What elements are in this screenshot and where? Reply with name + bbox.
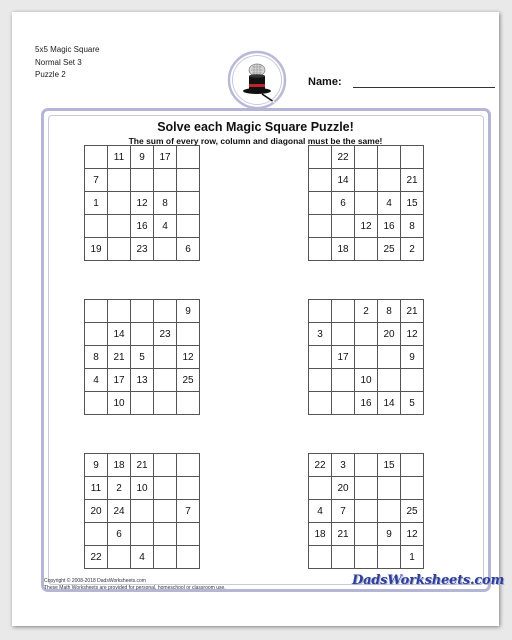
grid-cell[interactable] xyxy=(154,392,177,415)
grid-cell[interactable] xyxy=(309,146,332,169)
worksheet-puzzle-number: Puzzle 2 xyxy=(35,70,66,79)
grid-cell[interactable] xyxy=(309,238,332,261)
name-field[interactable] xyxy=(353,87,495,88)
grid-cell[interactable] xyxy=(332,369,355,392)
grid-cell: 4 xyxy=(131,546,154,569)
grid-cell[interactable] xyxy=(309,215,332,238)
grid-cell[interactable] xyxy=(108,169,131,192)
grid-cell: 17 xyxy=(108,369,131,392)
grid-cell[interactable] xyxy=(85,300,108,323)
grid-cell: 4 xyxy=(378,192,401,215)
grid-cell: 7 xyxy=(332,500,355,523)
grid-cell: 20 xyxy=(85,500,108,523)
grid-cell: 10 xyxy=(108,392,131,415)
grid-cell[interactable] xyxy=(154,500,177,523)
grid-cell: 10 xyxy=(131,477,154,500)
grid-cell: 4 xyxy=(85,369,108,392)
grid-cell[interactable] xyxy=(355,238,378,261)
grid-cell: 16 xyxy=(378,215,401,238)
grid-cell[interactable] xyxy=(177,523,200,546)
grid-cell: 3 xyxy=(332,454,355,477)
magic-square-3 xyxy=(84,299,200,415)
grid-cell: 5 xyxy=(401,392,424,415)
grid-cell: 19 xyxy=(85,238,108,261)
usage-note: These Math Worksheets are provided for personal, homeschool or classroom use. xyxy=(44,585,226,591)
grid-cell[interactable] xyxy=(355,500,378,523)
grid-cell: 21 xyxy=(131,454,154,477)
grid-cell: 12 xyxy=(355,215,378,238)
grid-cell[interactable] xyxy=(177,146,200,169)
grid-cell: 4 xyxy=(154,215,177,238)
copyright-text: Copyright © 2008-2018 DadsWorksheets.com xyxy=(44,578,146,584)
grid-cell: 21 xyxy=(108,346,131,369)
grid-cell: 9 xyxy=(85,454,108,477)
grid-cell: 16 xyxy=(131,215,154,238)
grid-cell: 14 xyxy=(332,169,355,192)
name-label: Name: xyxy=(308,76,342,88)
grid-cell[interactable] xyxy=(85,215,108,238)
grid-cell[interactable] xyxy=(378,477,401,500)
grid-cell: 8 xyxy=(154,192,177,215)
grid-cell[interactable] xyxy=(177,546,200,569)
grid-cell: 18 xyxy=(108,454,131,477)
grid-cell: 16 xyxy=(355,392,378,415)
worksheet-meta xyxy=(35,44,99,82)
grid-cell[interactable] xyxy=(85,323,108,346)
grid-cell: 12 xyxy=(401,323,424,346)
grid-cell: 6 xyxy=(332,192,355,215)
grid-cell: 9 xyxy=(131,146,154,169)
magic-square-5 xyxy=(84,453,200,569)
grid-cell[interactable] xyxy=(355,346,378,369)
grid-cell: 14 xyxy=(108,323,131,346)
grid-cell[interactable] xyxy=(154,300,177,323)
grid-cell: 7 xyxy=(177,500,200,523)
grid-cell: 25 xyxy=(401,500,424,523)
grid-cell[interactable] xyxy=(177,169,200,192)
grid-cell[interactable] xyxy=(108,215,131,238)
magic-square-1 xyxy=(84,145,200,261)
grid-cell[interactable] xyxy=(177,215,200,238)
grid-cell: 25 xyxy=(378,238,401,261)
grid-cell: 6 xyxy=(108,523,131,546)
grid-cell[interactable] xyxy=(309,300,332,323)
magic-square-4 xyxy=(308,299,424,415)
grid-cell[interactable] xyxy=(85,523,108,546)
grid-cell[interactable] xyxy=(401,477,424,500)
grid-cell: 20 xyxy=(332,477,355,500)
grid-cell[interactable] xyxy=(355,546,378,569)
grid-cell[interactable] xyxy=(355,523,378,546)
grid-cell[interactable] xyxy=(108,192,131,215)
grid-cell: 17 xyxy=(154,146,177,169)
grid-cell[interactable] xyxy=(309,369,332,392)
instructions-subtitle: The sum of every row, column and diagonal must be the same! xyxy=(128,136,383,146)
grid-cell: 12 xyxy=(401,523,424,546)
grid-cell[interactable] xyxy=(154,369,177,392)
grid-cell[interactable] xyxy=(131,500,154,523)
grid-cell[interactable] xyxy=(332,392,355,415)
magic-hat-icon xyxy=(227,50,287,110)
grid-cell[interactable] xyxy=(355,169,378,192)
grid-cell[interactable] xyxy=(332,546,355,569)
grid-cell[interactable] xyxy=(378,500,401,523)
grid-cell[interactable] xyxy=(131,392,154,415)
worksheet-type: 5x5 Magic Square xyxy=(35,45,100,54)
grid-cell[interactable] xyxy=(355,323,378,346)
grid-cell: 8 xyxy=(85,346,108,369)
grid-cell[interactable] xyxy=(154,346,177,369)
grid-cell[interactable] xyxy=(154,546,177,569)
grid-cell[interactable] xyxy=(177,192,200,215)
grid-cell[interactable] xyxy=(355,454,378,477)
grid-cell: 2 xyxy=(401,238,424,261)
grid-cell: 1 xyxy=(85,192,108,215)
grid-cell[interactable] xyxy=(378,369,401,392)
grid-cell: 17 xyxy=(332,346,355,369)
grid-cell[interactable] xyxy=(154,169,177,192)
grid-cell: 18 xyxy=(332,238,355,261)
grid-cell: 21 xyxy=(332,523,355,546)
grid-cell: 13 xyxy=(131,369,154,392)
grid-cell: 14 xyxy=(378,392,401,415)
grid-cell[interactable] xyxy=(85,392,108,415)
grid-cell[interactable] xyxy=(131,169,154,192)
grid-cell: 15 xyxy=(401,192,424,215)
grid-cell: 20 xyxy=(378,323,401,346)
grid-cell[interactable] xyxy=(355,477,378,500)
grid-cell[interactable] xyxy=(177,323,200,346)
grid-cell: 23 xyxy=(131,238,154,261)
grid-cell: 5 xyxy=(131,346,154,369)
grid-cell: 2 xyxy=(108,477,131,500)
grid-cell[interactable] xyxy=(131,523,154,546)
grid-cell[interactable] xyxy=(131,323,154,346)
grid-cell[interactable] xyxy=(309,477,332,500)
grid-cell[interactable] xyxy=(401,146,424,169)
grid-cell[interactable] xyxy=(108,238,131,261)
worksheet-page xyxy=(12,12,505,626)
grid-cell[interactable] xyxy=(355,192,378,215)
brand-logo: DadsWorksheets.com xyxy=(352,573,505,588)
grid-cell[interactable] xyxy=(309,192,332,215)
grid-cell: 18 xyxy=(309,523,332,546)
grid-cell: 22 xyxy=(85,546,108,569)
grid-cell[interactable] xyxy=(378,546,401,569)
grid-cell: 12 xyxy=(131,192,154,215)
grid-cell[interactable] xyxy=(154,477,177,500)
grid-cell: 9 xyxy=(378,523,401,546)
grid-cell[interactable] xyxy=(401,369,424,392)
grid-cell: 6 xyxy=(177,238,200,261)
grid-cell: 12 xyxy=(177,346,200,369)
grid-cell[interactable] xyxy=(309,392,332,415)
grid-cell: 2 xyxy=(355,300,378,323)
grid-cell[interactable] xyxy=(154,454,177,477)
grid-cell[interactable] xyxy=(177,477,200,500)
grid-cell: 7 xyxy=(85,169,108,192)
grid-cell[interactable] xyxy=(154,238,177,261)
grid-cell: 21 xyxy=(401,169,424,192)
grid-cell[interactable] xyxy=(108,546,131,569)
worksheet-set: Normal Set 3 xyxy=(35,57,82,67)
instructions-title: Solve each Magic Square Puzzle! xyxy=(157,120,354,134)
grid-cell: 25 xyxy=(177,369,200,392)
grid-cell[interactable] xyxy=(309,169,332,192)
grid-cell: 22 xyxy=(309,454,332,477)
grid-cell[interactable] xyxy=(401,454,424,477)
grid-cell: 9 xyxy=(177,300,200,323)
grid-cell: 23 xyxy=(154,323,177,346)
grid-cell: 11 xyxy=(85,477,108,500)
grid-cell[interactable] xyxy=(309,346,332,369)
grid-cell[interactable] xyxy=(378,146,401,169)
grid-cell: 3 xyxy=(309,323,332,346)
grid-cell: 8 xyxy=(378,300,401,323)
grid-cell[interactable] xyxy=(154,523,177,546)
grid-cell[interactable] xyxy=(309,546,332,569)
grid-cell[interactable] xyxy=(108,300,131,323)
grid-cell[interactable] xyxy=(378,169,401,192)
grid-cell[interactable] xyxy=(177,392,200,415)
grid-cell: 1 xyxy=(401,546,424,569)
grid-cell: 22 xyxy=(332,146,355,169)
grid-cell[interactable] xyxy=(355,146,378,169)
footer-text xyxy=(44,578,226,592)
grid-cell[interactable] xyxy=(131,300,154,323)
grid-cell[interactable] xyxy=(177,454,200,477)
grid-cell: 11 xyxy=(108,146,131,169)
grid-cell: 15 xyxy=(378,454,401,477)
magic-square-6 xyxy=(308,453,424,569)
grid-cell[interactable] xyxy=(332,323,355,346)
grid-cell: 8 xyxy=(401,215,424,238)
grid-cell: 4 xyxy=(309,500,332,523)
grid-cell: 10 xyxy=(355,369,378,392)
grid-cell[interactable] xyxy=(378,346,401,369)
grid-cell[interactable] xyxy=(332,215,355,238)
grid-cell[interactable] xyxy=(85,146,108,169)
grid-cell: 21 xyxy=(401,300,424,323)
magic-square-2 xyxy=(308,145,424,261)
grid-cell: 24 xyxy=(108,500,131,523)
grid-cell: 9 xyxy=(401,346,424,369)
grid-cell[interactable] xyxy=(332,300,355,323)
